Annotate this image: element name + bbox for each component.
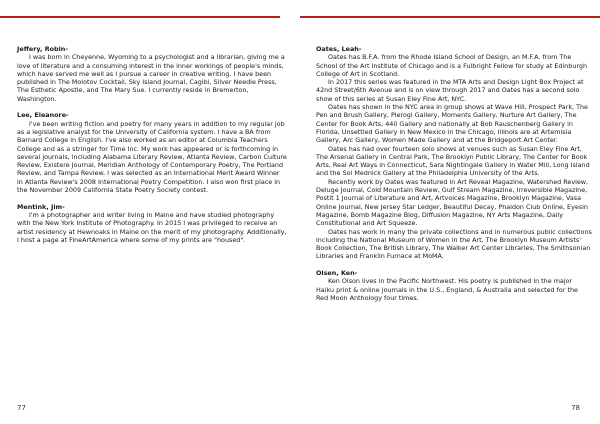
bio-paragraph: Oates has had over fourteen solo shows at venues such as Susan Eley Fine Art, The Arsenal Gallery in Central Park, The Brooklyn Public Library, The Center for Book Arts, Real Art Ways in Connecticut, Sara Nightingale Gallery in Water Mill, Long Island and the Sol Mednick Gallery at the Philadelphia University of the Arts.	[316, 144, 590, 178]
bio-entry	[17, 45, 287, 103]
contributor-name: Oates, Leah-	[316, 45, 362, 53]
right-page	[300, 0, 600, 424]
bio-entry	[316, 269, 592, 302]
contributor-name: Mentink, Jim-	[17, 202, 65, 211]
bio-entry	[316, 45, 592, 261]
bio-paragraph: Oates has work in many the private collections and in numerous public collections including the National Museum of Women in the Art, The Brooklyn Museum Artists' Book Collection, The British Library, The Walker Art Center Libraries, The Smithsonian Libraries and Franklin Furnace at MoMA.	[316, 227, 592, 261]
bio-paragraph: Recently work by Oates was featured in Art Reveal Magazine, Watershed Review, Deluge Journal, Cold Mountain Review, Gulf Stream Magazine, Irreversible Magazine, Postit 1 Journal of Literature and Art, Artvoices Magazine, Brooklyn Magazine, Vasa Online Journal, New Jersey Star Ledger, Beautiful Decay, Phaidon Club Online, Eyesin Magazine, Bomb Magazine Blog, Diffusion Magazine, NY Arts Magazine, Daily Constitutional and Art Squeeze.	[316, 177, 589, 228]
contributor-name: Olsen, Ken-	[316, 269, 358, 278]
bio-paragraph: I've been writing fiction and poetry for many years in addition to my regular job as a legislative analyst for the University of California system. I have a BA from Barnard College in English. I've also worked as an editor at Columbia Teachers College and as a stringer for Time Inc. My work has appeared or is forthcoming in several journals, including Alabama Literary Review, Atlanta Review, Carbon Culture Review, Existere Journal, Meridian Anthology of Contemporary Poetry, The Portland Review, and Tampa Review. I was selected as an International Merit Award Winner in Atlanta Review's 2008 International Poetry Competition. I also won first place in the November 2009 California State Poetry Society contest.	[17, 119, 287, 195]
bio-paragraph: In 2017 this series was featured in the MTA Arts and Design Light Box Project at 42nd Street/6th Avenue and is on view through 2017 and Oates has a second solo show of this series at Susan Eley Fine Art, NYC.	[316, 78, 584, 103]
contributor-bios	[17, 45, 287, 252]
header-rule	[300, 16, 600, 18]
bio-paragraph: I was born in Cheyenne, Wyoming to a psychologist and a librarian, giving me a love of literature and a consuming interest in the inner workings of people's minds, which have served me well as I pursue a career in creative writing. I have been published in The Molotov Cocktail, Sky Island Journal, Cagibi, Silver Needle Press, The Esthetic Apostle, and The Mary Sue. I currently reside in Bremerton, Washington.	[17, 53, 285, 103]
bio-paragraph: Ken Olson lives in the Pacific Northwest. His poetry is published in the major Haiku print & online journals in the U.S., England, & Australia and selected for the Red Moon Anthology four times.	[316, 277, 578, 302]
bio-entry	[17, 203, 287, 244]
contributor-name: Jeffery, Robin-	[17, 45, 68, 53]
page-number: 77	[17, 404, 26, 412]
bio-entry	[17, 111, 287, 194]
bio-paragraph: Oates has shown in the NYC area in group shows at Wave Hill, Prospect Park, The Pen and Brush Gallery, Pierogi Gallery, Moments Gallery, Nurture Art Gallery, The Center for Book Arts, 440 Gallery and nationally at Bob Rauschenberg Gallery in Florida, Unsettled Gallery in New Mexico in the Chicago, Illinois are at Artemisia Gallery, Arc Gallery, Women Made Gallery and at the Bridgeport Art Center.	[316, 103, 588, 145]
page-number: 78	[571, 404, 580, 412]
header-rule	[0, 16, 280, 18]
contributor-bios	[316, 45, 592, 311]
bio-paragraph: Oates has B.F.A. from the Rhode Island School of Design, an M.F.A. from The School of the Art Institute of Chicago and is a Fulbright Fellow for study at Edinburgh College of Art in Scotland.	[316, 53, 588, 78]
bio-paragraph: I'm a photographer and writer living in Maine and have studied photography with the New York Institute of Photography. In 2015 I was privileged to receive an artist residency at Hewnoaks in Maine on the merit of my photography. Additionally, I host a page at FineArtAmerica where some of my prints are "housed".	[17, 210, 287, 244]
contributor-name: Lee, Eleanore-	[17, 111, 69, 120]
